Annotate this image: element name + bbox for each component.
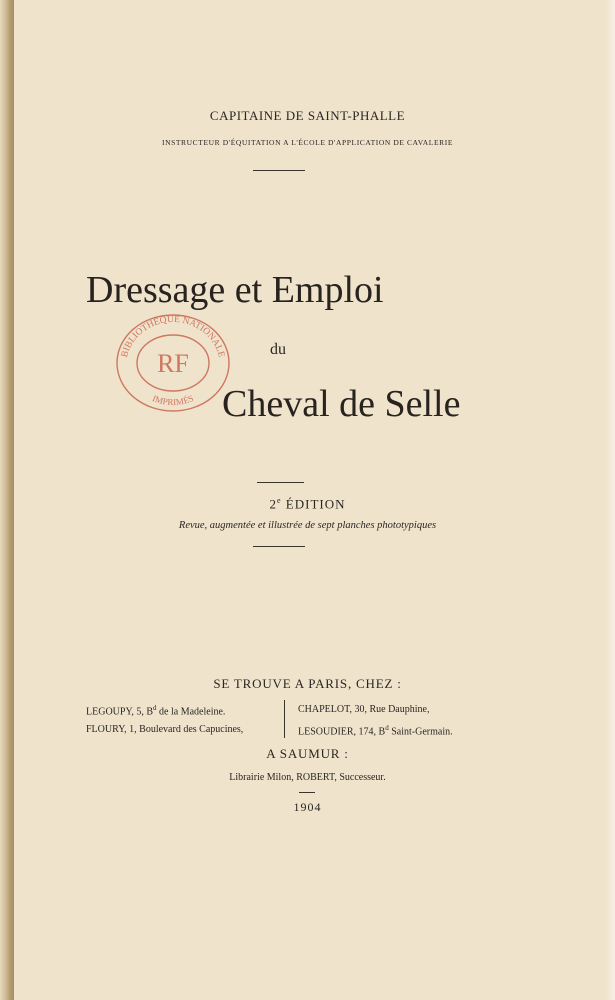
divider-rule (257, 482, 304, 483)
edition-number: 2 (269, 496, 277, 512)
stamp-text-top: BIBLIOTHÈQUE NATIONALE (119, 314, 227, 359)
saumur-heading: A SAUMUR : (266, 746, 349, 761)
publisher-left-1: LEGOUPY, 5, $B^d$ de la Madeleine. (86, 704, 226, 718)
saumur-librairie: Librairie Milon, ROBERT, Successeur. (229, 772, 386, 783)
publisher-right-2: LESOUDIER, 174, $B^d$ Saint-Germain. (298, 724, 453, 738)
edition-label (0, 496, 615, 512)
stamp-text-bottom: IMPRIMÉS (151, 393, 195, 408)
stamp-center-rf: RF (157, 349, 189, 378)
publisher-right-1: CHAPELOT, 30, Rue Dauphine, (298, 704, 430, 715)
library-stamp (112, 308, 234, 414)
title-line-2: Cheval de Selle (222, 383, 461, 425)
author-name: CAPITAINE DE SAINT-PHALLE (209, 108, 406, 123)
publication-year: 1904 (293, 800, 322, 814)
author-position: INSTRUCTEUR D'ÉQUITATION A L'ÉCOLE D'APPLICATION DE CAVALERIE (161, 138, 454, 147)
edition-word: ÉDITION (285, 496, 346, 512)
publisher-left-2: FLOURY, 1, Boulevard des Capucines, (86, 724, 244, 735)
title-line-1: Dressage et Emploi (86, 269, 384, 311)
divider-rule-short (299, 792, 315, 793)
title-connector: du (270, 341, 286, 358)
publisher-separator (284, 700, 285, 738)
divider-rule (253, 170, 305, 171)
edition-number-suffix: e (276, 496, 282, 505)
edition-description: Revue, augmentée et illustrée de sept planches phototypiques (178, 520, 437, 531)
sales-heading: SE TROUVE A PARIS, CHEZ : (213, 676, 402, 691)
divider-rule (253, 546, 305, 547)
